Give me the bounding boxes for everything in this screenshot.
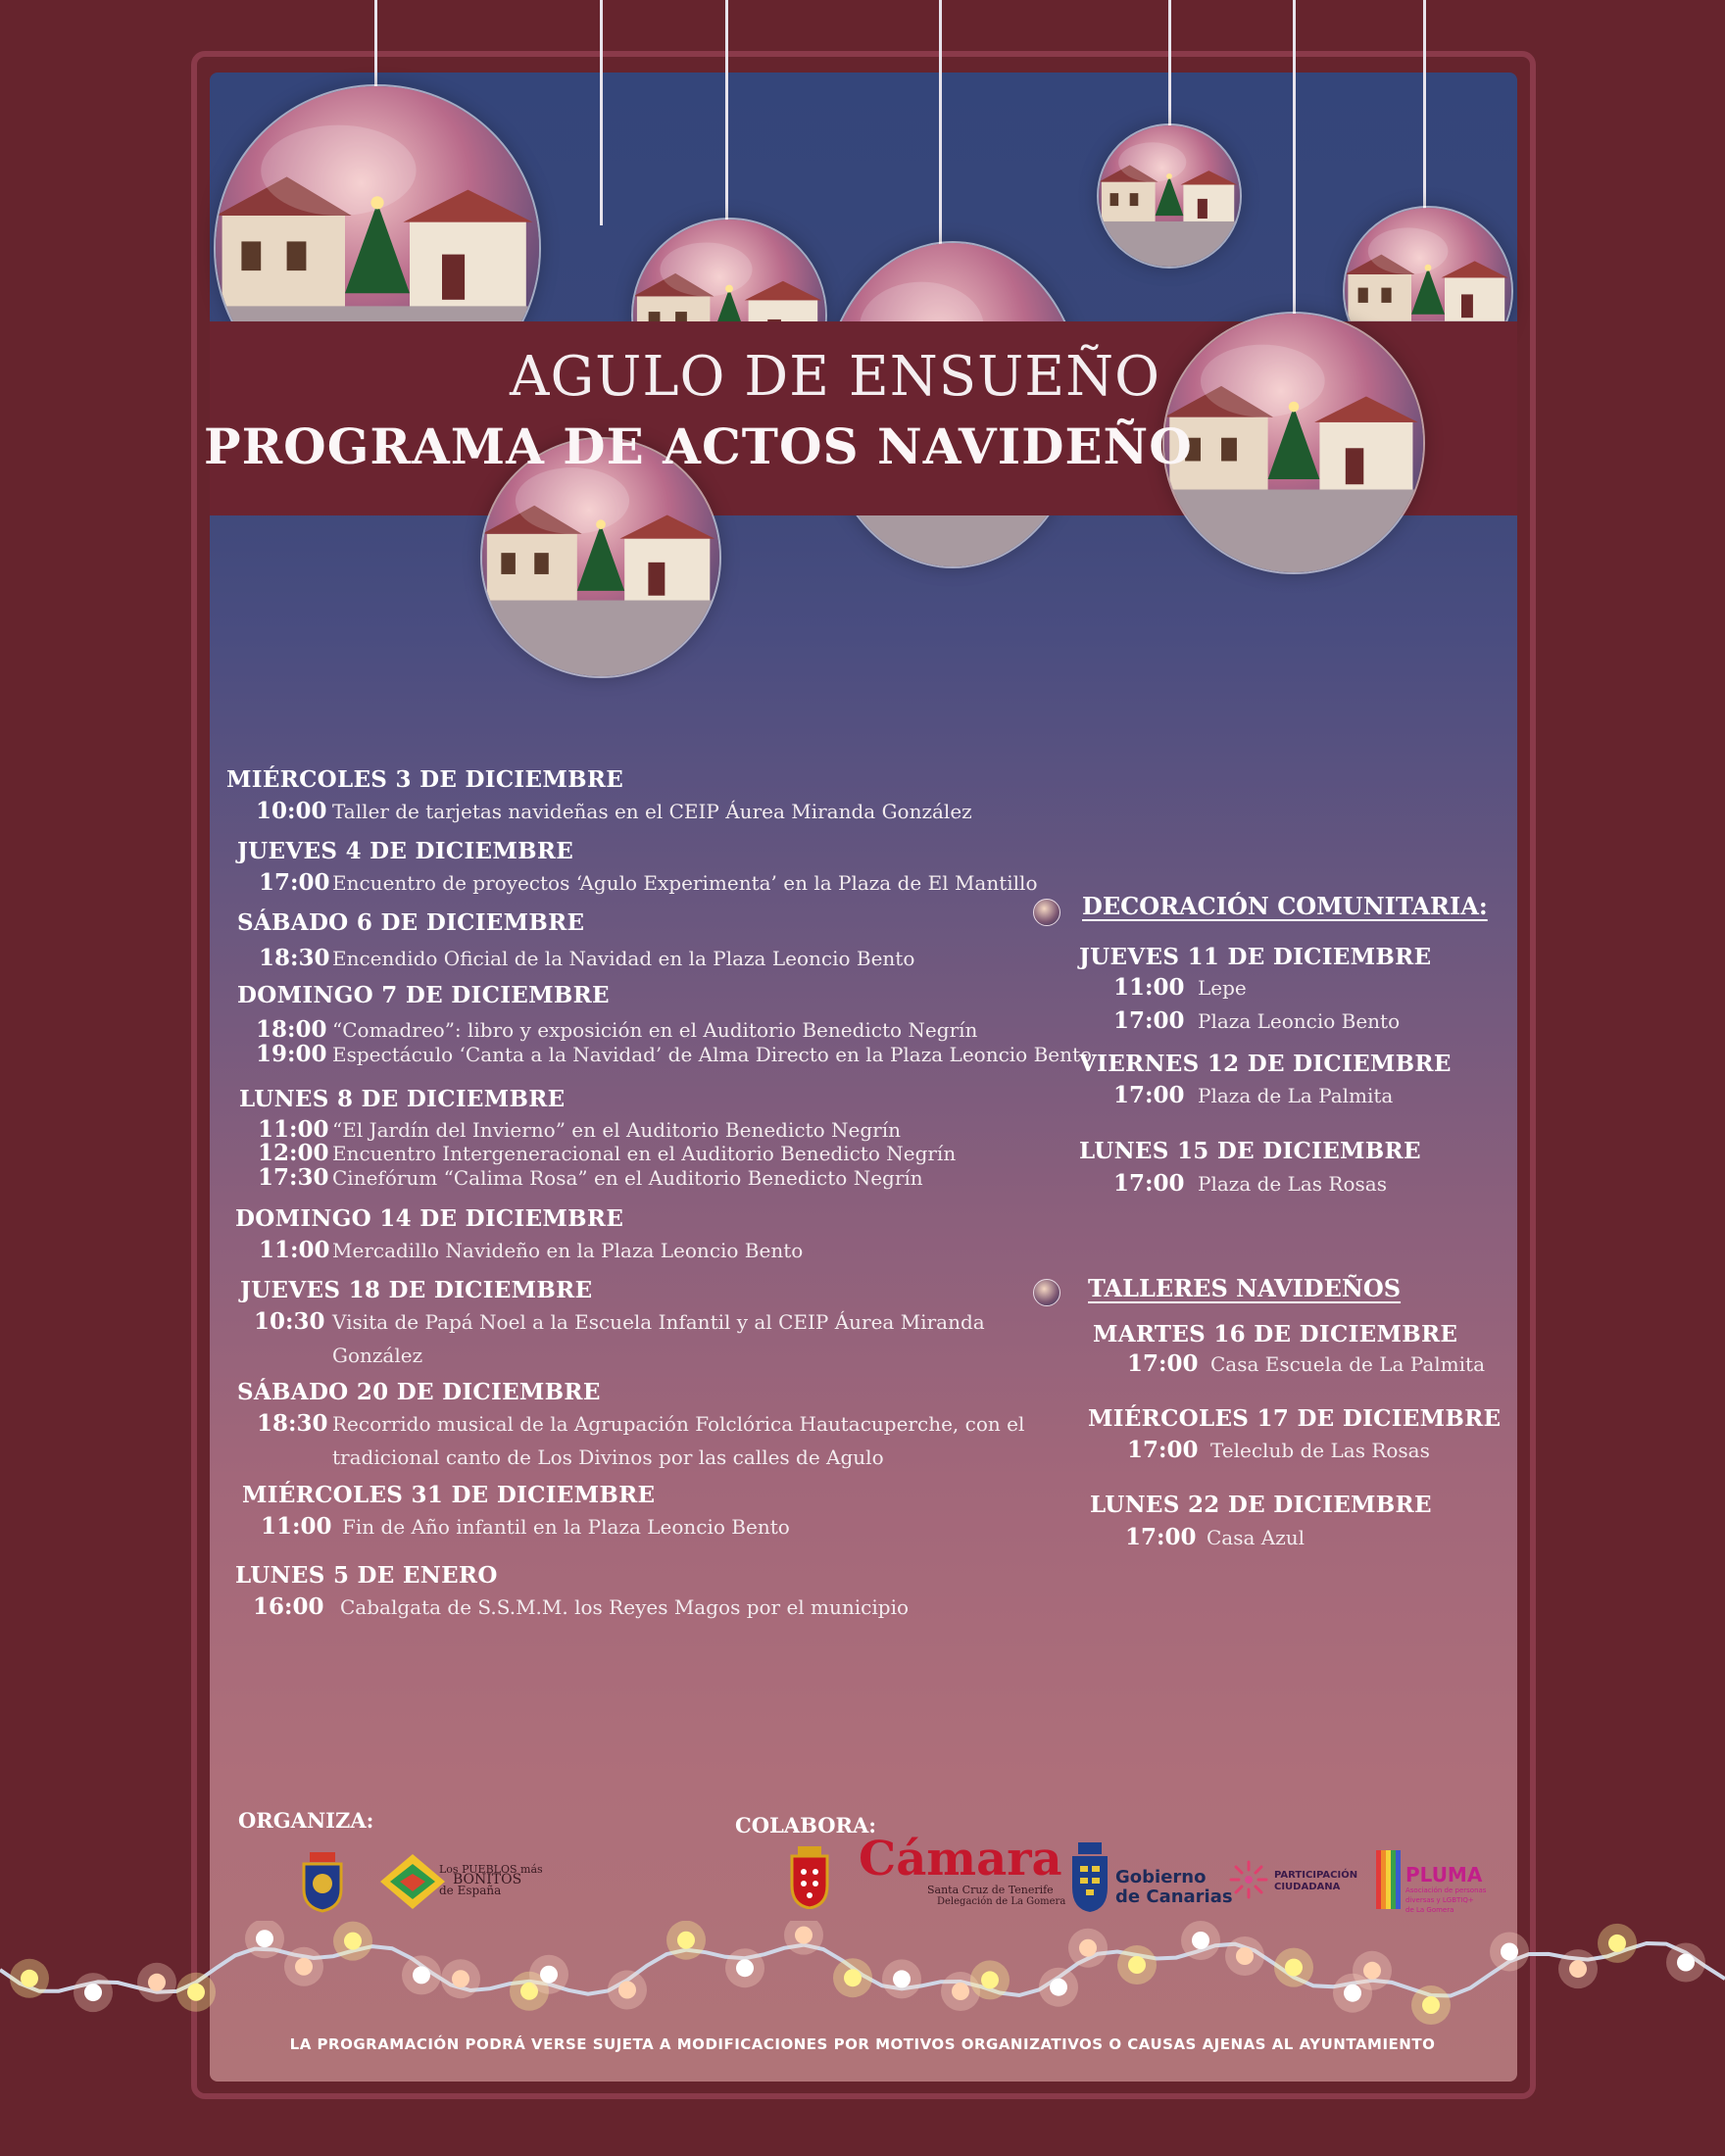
light-bulb <box>618 1982 636 1999</box>
event-time: 18:30 <box>257 1410 328 1437</box>
light-bulb <box>344 1933 362 1950</box>
pluma-sub2: diversas y LGBTIQ+ <box>1405 1896 1474 1904</box>
ornament-string <box>939 0 942 245</box>
pueblos-bonitos-text <box>439 1864 543 1896</box>
event-time: 11:00 <box>261 1513 332 1540</box>
talleres-heading: TALLERES NAVIDEÑOS <box>1088 1274 1402 1302</box>
colabora-label: COLABORA: <box>735 1813 876 1838</box>
light-bulb <box>187 1984 205 2001</box>
camara-sub2: Delegación de La Gomera <box>937 1896 1066 1907</box>
participacion-line2: CIUDADANA <box>1274 1882 1341 1892</box>
ornament-string <box>1168 0 1171 125</box>
pueblos-line3: de España <box>439 1884 502 1897</box>
event-description: Mercadillo Navideño en la Plaza Leoncio Bento <box>332 1239 804 1262</box>
organiza-label: ORGANIZA: <box>238 1808 374 1833</box>
gobierno-line1: Gobierno <box>1115 1867 1207 1887</box>
ornament-string <box>725 0 728 225</box>
event-description: “Comadreo”: libro y exposición en el Auditorio Benedicto Negrín <box>332 1018 978 1042</box>
light-bulb <box>1236 1947 1254 1965</box>
taller-day-heading: LUNES 22 DE DICIEMBRE <box>1090 1492 1432 1518</box>
program-day-heading: SÁBADO 6 DE DICIEMBRE <box>237 909 585 936</box>
light-bulb <box>1363 1962 1381 1980</box>
program-day-heading: LUNES 5 DE ENERO <box>235 1562 498 1589</box>
taller-event-place: Casa Azul <box>1207 1526 1306 1549</box>
program-day-heading: JUEVES 18 DE DICIEMBRE <box>240 1277 593 1303</box>
pluma-logo-mark <box>1376 1850 1402 1909</box>
camara-name: Cámara <box>859 1832 1062 1886</box>
decoracion-event-place: Lepe <box>1198 976 1247 1000</box>
program-day-heading: MIÉRCOLES 31 DE DICIEMBRE <box>242 1482 656 1508</box>
footer-disclaimer: LA PROGRAMACIÓN PODRÁ VERSE SUJETA A MODIFICACIONES POR MOTIVOS ORGANIZATIVOS O CAUSAS AJENAS AL AYUNTAMIENTO <box>289 2035 1436 2053</box>
program-day-heading: SÁBADO 20 DE DICIEMBRE <box>237 1379 601 1405</box>
light-bulb <box>452 1970 469 1987</box>
ornament-string <box>374 0 377 88</box>
taller-day-heading: MIÉRCOLES 17 DE DICIEMBRE <box>1088 1405 1502 1432</box>
taller-day-heading: MARTES 16 DE DICIEMBRE <box>1093 1321 1458 1348</box>
light-bulb <box>540 1966 558 1984</box>
ornament-string <box>1293 0 1296 314</box>
pluma-text <box>1405 1864 1486 1915</box>
event-time: 18:00 <box>256 1016 327 1043</box>
decoracion-event-place: Plaza de La Palmita <box>1198 1084 1394 1107</box>
title-line-2: PROGRAMA DE ACTOS NAVIDEÑO <box>204 417 1193 475</box>
light-bulb <box>1285 1959 1303 1977</box>
light-bulb <box>1422 1996 1440 2014</box>
program-day-heading: MIÉRCOLES 3 DE DICIEMBRE <box>226 766 624 793</box>
event-description: Encendido Oficial de la Navidad en la Plaza Leoncio Bento <box>332 947 915 970</box>
pueblos-line2: BONITOS <box>453 1872 522 1887</box>
program-day-heading: LUNES 8 DE DICIEMBRE <box>239 1086 566 1112</box>
light-bulb <box>148 1974 166 1991</box>
decoracion-event-time: 11:00 <box>1113 974 1185 1001</box>
pueblos-line1: Los PUEBLOS más <box>439 1863 543 1876</box>
event-time: 17:30 <box>258 1164 329 1191</box>
event-description: Cinefórum “Calima Rosa” en el Auditorio Benedicto Negrín <box>332 1166 923 1190</box>
light-bulb <box>413 1966 430 1984</box>
decoracion-event-place: Plaza Leoncio Bento <box>1198 1009 1401 1033</box>
decoracion-event-time: 17:00 <box>1113 1082 1185 1108</box>
light-bulb <box>21 1970 38 1987</box>
pluma-name: PLUMA <box>1405 1863 1483 1886</box>
light-bulb <box>256 1930 273 1947</box>
event-description: Encuentro Intergeneracional en el Auditorio Benedicto Negrín <box>332 1142 957 1165</box>
pluma-sub1: Asociación de personas <box>1405 1886 1487 1894</box>
light-bulb <box>844 1969 862 1986</box>
program-day-heading: JUEVES 4 DE DICIEMBRE <box>237 838 574 864</box>
light-bulb <box>84 1984 102 2001</box>
light-bulb <box>736 1959 754 1977</box>
decoracion-day-heading: LUNES 15 DE DICIEMBRE <box>1079 1138 1421 1164</box>
decoracion-event-place: Plaza de Las Rosas <box>1198 1172 1387 1196</box>
event-time: 16:00 <box>253 1593 324 1620</box>
camara-logo <box>859 1832 1066 1907</box>
event-time: 11:00 <box>258 1116 329 1143</box>
light-bulb <box>295 1958 313 1976</box>
pluma-sub3: de La Gomera <box>1405 1906 1454 1914</box>
taller-event-time: 17:00 <box>1127 1437 1199 1463</box>
pueblos-bonitos-logo-mark <box>378 1852 447 1911</box>
event-description: Encuentro de proyectos ‘Agulo Experimenta’ en la Plaza de El Mantillo <box>332 871 1038 895</box>
event-description: Cabalgata de S.S.M.M. los Reyes Magos por el municipio <box>340 1595 909 1619</box>
ornament-bullet-icon <box>1033 899 1060 926</box>
event-description: Fin de Año infantil en la Plaza Leoncio Bento <box>342 1515 790 1539</box>
event-description: Visita de Papá Noel a la Escuela Infantil y al CEIP Áurea Miranda <box>332 1310 985 1334</box>
taller-event-time: 17:00 <box>1125 1524 1197 1550</box>
ornament-ball <box>1162 312 1425 574</box>
gobierno-canarias-text <box>1115 1868 1233 1907</box>
light-bulb <box>1608 1935 1626 1952</box>
event-description: Espectáculo ‘Canta a la Navidad’ de Alma Directo en la Plaza Leoncio Bento <box>332 1043 1093 1066</box>
decoracion-day-heading: VIERNES 12 DE DICIEMBRE <box>1079 1051 1452 1077</box>
ornament-ball <box>1097 123 1242 269</box>
light-bulb <box>981 1971 999 1988</box>
ornament-string <box>600 0 603 225</box>
light-bulb <box>1192 1932 1209 1949</box>
decoracion-event-time: 17:00 <box>1113 1007 1185 1034</box>
gobierno-line2: de Canarias <box>1115 1886 1233 1907</box>
participacion-text <box>1274 1870 1357 1893</box>
event-time: 19:00 <box>256 1041 327 1067</box>
ornament-bullet-icon <box>1033 1279 1060 1306</box>
light-bulb <box>1050 1979 1067 1996</box>
decoracion-event-time: 17:00 <box>1113 1170 1185 1197</box>
light-bulb <box>1128 1956 1146 1974</box>
event-description-continued: González <box>332 1344 423 1367</box>
event-time: 12:00 <box>258 1140 329 1166</box>
light-bulb <box>1677 1954 1695 1972</box>
title-line-1: AGULO DE ENSUEÑO <box>510 345 1161 409</box>
program-day-heading: DOMINGO 14 DE DICIEMBRE <box>235 1205 624 1232</box>
light-bulb <box>1344 1984 1361 2002</box>
participacion-ciudadana-logo-mark <box>1227 1858 1270 1901</box>
event-description: “El Jardín del Invierno” en el Auditorio Benedicto Negrín <box>332 1118 901 1142</box>
event-time: 10:00 <box>256 798 327 824</box>
taller-event-place: Teleclub de Las Rosas <box>1210 1439 1430 1462</box>
decoracion-day-heading: JUEVES 11 DE DICIEMBRE <box>1079 944 1432 970</box>
event-description-continued: tradicional canto de Los Divinos por las calles de Agulo <box>332 1446 884 1469</box>
event-time: 11:00 <box>259 1237 330 1263</box>
gobierno-canarias-logo-mark <box>1070 1842 1109 1913</box>
event-time: 10:30 <box>254 1308 325 1335</box>
light-bulb <box>1079 1939 1097 1957</box>
light-bulb <box>677 1932 695 1949</box>
ornament-string <box>1423 0 1426 211</box>
light-bulb <box>1569 1960 1587 1978</box>
event-time: 18:30 <box>259 945 330 971</box>
light-bulb <box>952 1983 969 2000</box>
taller-event-place: Casa Escuela de La Palmita <box>1210 1352 1485 1376</box>
event-description: Recorrido musical de la Agrupación Folclórica Hautacuperche, con el <box>332 1412 1025 1436</box>
event-description: Taller de tarjetas navideñas en el CEIP Áurea Miranda González <box>332 800 972 823</box>
light-bulb <box>795 1927 813 1944</box>
taller-event-time: 17:00 <box>1127 1350 1199 1377</box>
light-bulb <box>1501 1943 1518 1961</box>
camara-sub1: Santa Cruz de Tenerife <box>927 1884 1054 1896</box>
decoracion-heading: DECORACIÓN COMUNITARIA: <box>1082 892 1488 920</box>
participacion-line1: PARTICIPACIÓN <box>1274 1870 1358 1881</box>
program-day-heading: DOMINGO 7 DE DICIEMBRE <box>237 982 610 1008</box>
agulo-coat-of-arms-logo <box>300 1852 345 1913</box>
event-time: 17:00 <box>259 869 330 896</box>
cabildo-crest-logo <box>790 1846 829 1909</box>
light-bulb <box>893 1970 911 1987</box>
lights-garland <box>0 1921 1725 2029</box>
